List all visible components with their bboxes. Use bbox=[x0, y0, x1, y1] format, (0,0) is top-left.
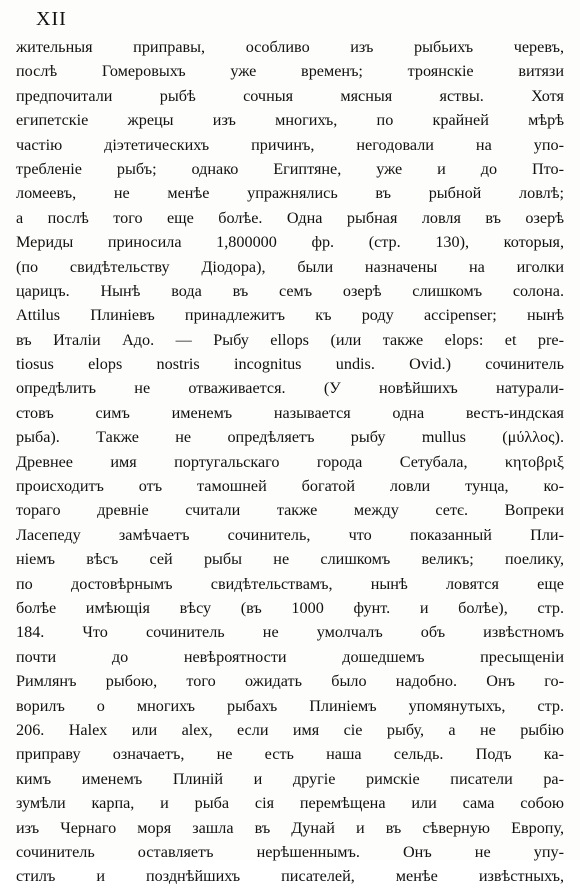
text-line: частію діэтетическихъ причинъ, негодовали на упо- bbox=[16, 135, 564, 154]
text-line: по достовѣрнымъ свидѣтельствамъ, нынѣ ловятся еще bbox=[16, 574, 564, 593]
body-text bbox=[16, 35, 564, 889]
text-line: египетскіе жрецы изъ многихъ, по крайней мѣрѣ bbox=[16, 111, 564, 130]
text-line: стовъ симъ именемъ называется одна вестъ-индская bbox=[16, 403, 564, 422]
text-line: болѣе имѣющія вѣсу (въ 1000 фунт. и болѣе), стр. bbox=[16, 598, 564, 617]
text-line: 184. Что сочинитель не умолчалъ объ извѣстномъ bbox=[16, 623, 564, 642]
text-line: приправу означаетъ, не есть наша сельдь. Подъ ка- bbox=[16, 745, 564, 764]
text-line: предпочитали рыбѣ сочныя мясныя яствы. Хотя bbox=[16, 86, 564, 105]
text-line: изъ Чернаго моря зашла въ Дунай и въ сѣверную Европу, bbox=[16, 818, 564, 837]
page-number: XII bbox=[36, 8, 67, 30]
text-line: кимъ именемъ Плиній и другіе римскіе писатели ра- bbox=[16, 769, 564, 788]
text-line: тораго древніе считали также между сетє. Вопреки bbox=[16, 501, 564, 520]
text-line: послѣ Гомеровыхъ уже временъ; троянскіе витязи bbox=[16, 62, 564, 81]
text-line: Ласепеду замѣчаетъ сочинитель, что показанный Пли- bbox=[16, 525, 564, 544]
text-line: tiosus elops nostris incognitus undis. Ovid.) сочинитель bbox=[16, 355, 564, 374]
text-line: Древнее имя португальскаго города Сетубала, κητοβριξ bbox=[16, 452, 564, 471]
text-line: а послѣ того еще болѣе. Одна рыбная ловля въ озерѣ bbox=[16, 208, 564, 227]
text-line: Римлянъ рыбою, того ожидать было надобно. Онъ го- bbox=[16, 672, 564, 691]
text-line: жительныя приправы, особливо изъ рыбьихъ черевъ, bbox=[16, 38, 564, 56]
text-line: зумѣли карпа, и рыба сія перемѣщена или сама собою bbox=[16, 794, 564, 813]
text-line: 206. Halex или alex, если имя сіе рыбу, а не рыбію bbox=[16, 720, 564, 739]
text-line: (по свидѣтельству Діодора), были назначены на иголки bbox=[16, 257, 564, 276]
text-line: Мериды приносила 1,800000 фр. (стр. 130), которыя, bbox=[16, 233, 564, 252]
text-line: ворилъ о многихъ рыбахъ Плиніемъ упомянутыхъ, стр. bbox=[16, 696, 564, 715]
text-line: царицъ. Нынѣ вода въ семъ озерѣ слишкомъ солона. bbox=[16, 281, 564, 300]
text-line: Attilus Плиніевъ принадлежитъ къ роду accipenser; нынѣ bbox=[16, 306, 564, 325]
text-line: ломеевъ, не менѣе упражнялись въ рыбной ловлѣ; bbox=[16, 184, 564, 203]
text-line: почти до невѣроятности дошедшемъ пресыщеніи bbox=[16, 647, 564, 666]
text-line: происходитъ отъ тамошней богатой ловли тунца, ко- bbox=[16, 477, 564, 496]
text-line: ніемъ вѣсъ сей рыбы не слишкомъ великъ; поелику, bbox=[16, 550, 564, 569]
text-line: сочинитель оставляетъ нерѣшеннымъ. Онъ не упу- bbox=[16, 842, 564, 861]
text-line: въ Италіи Адо. — Рыбу ellops (или также elops: et pre- bbox=[16, 330, 564, 349]
text-line: опредѣлить не отваживается. (У новѣйшихъ натурали- bbox=[16, 379, 564, 398]
text-line: стилъ и позднѣйшихъ писателей, менѣе извѣстныхъ, bbox=[16, 867, 564, 886]
text-line: рыба). Также не опредѣляетъ рыбу mullus (μύλλος). bbox=[16, 428, 564, 447]
text-line: требленіе рыбъ; однако Египтяне, уже и до Пто- bbox=[16, 159, 564, 178]
